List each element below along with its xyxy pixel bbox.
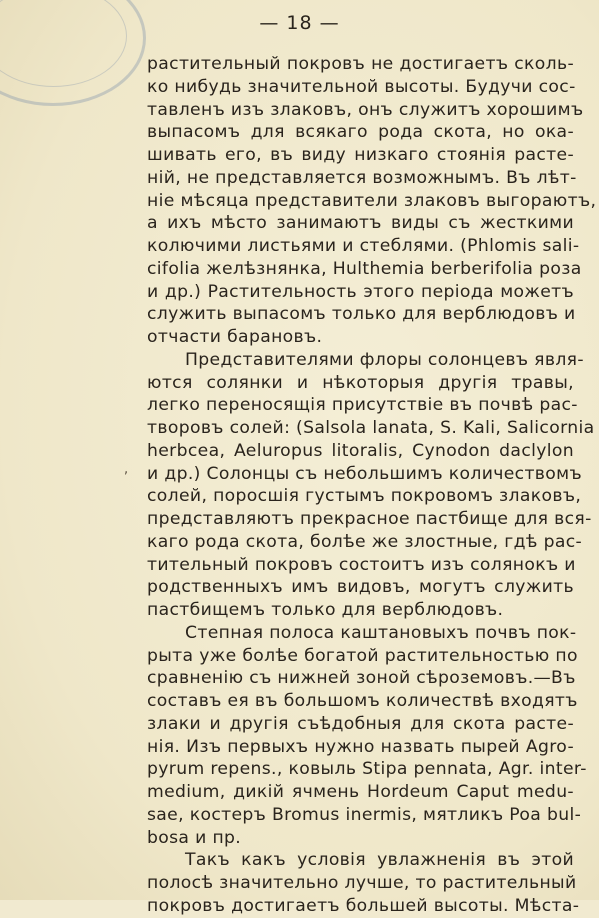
text-line: Такъ какъ условія увлажненія въ этой xyxy=(185,850,574,871)
text-line: сравненію съ нижней зоной сѣроземовъ.—Въ xyxy=(147,668,576,689)
text-line: ній, не представляется возможнымъ. Въ лѣт- xyxy=(147,167,577,188)
body-text xyxy=(147,53,597,918)
text-line: тавленъ изъ злаковъ, онъ служитъ хорошимъ xyxy=(147,99,584,120)
page-number: — 18 — xyxy=(259,12,340,34)
text-line: служить выпасомъ только для верблюдовъ и xyxy=(147,304,576,325)
text-line: родственныхъ имъ видовъ, могутъ служить xyxy=(147,577,574,598)
text-line: cifolia желѣзнянка, Hulthemia berberifolia роза xyxy=(147,258,582,279)
text-line: ніе мѣсяца представители злаковъ выгораютъ, xyxy=(147,190,597,211)
text-line: medium, дикій ячмень Hordeum Caput medu- xyxy=(147,782,574,802)
text-line: и др.) Растительность этого періода можетъ xyxy=(147,281,574,302)
text-line: нія. Изъ первыхъ нужно назвать пырей Agro- xyxy=(147,736,574,757)
text-line: отчасти барановъ. xyxy=(147,327,323,347)
margin-mark: , xyxy=(124,462,129,477)
text-line: творовъ солей: (Salsola lanata, S. Kali, Salicornia xyxy=(147,418,595,438)
text-line: покровъ достигаетъ большей высоты. Мѣста- xyxy=(147,895,580,916)
text-line: выпасомъ для всякаго рода скота, но ока- xyxy=(147,122,574,143)
text-line: тительный покровъ состоитъ изъ солянокъ и xyxy=(147,554,576,575)
paragraph xyxy=(147,622,587,850)
text-line: пастбищемъ только для верблюдовъ. xyxy=(147,600,504,620)
text-line: составъ ея въ большомъ количествѣ входятъ xyxy=(147,691,578,711)
text-line: злаки и другія съѣдобныя для скота расте- xyxy=(147,713,574,734)
text-line: солей, поросшія густымъ покровомъ злаковъ, xyxy=(147,486,582,507)
text-line: bosa и пр. xyxy=(147,827,242,848)
text-line: Степная полоса каштановыхъ почвъ пок- xyxy=(185,622,577,643)
text-line: а ихъ мѣсто занимаютъ виды съ жесткими xyxy=(147,213,574,234)
text-line: sae, костеръ Bromus inermis, мятликъ Poa bul- xyxy=(147,804,582,825)
text-line: и др.) Солонцы съ небольшимъ количествомъ xyxy=(147,463,582,484)
text-line: растительный покровъ не достигаетъ сколь- xyxy=(147,54,574,74)
text-line: шивать его, въ виду низкаго стоянія расте- xyxy=(147,145,574,165)
text-line: полосѣ значительно лучше, то растительный xyxy=(147,873,577,893)
text-line: ются солянки и нѣкоторыя другія травы, xyxy=(147,372,574,393)
paragraph xyxy=(147,349,595,622)
paragraph xyxy=(147,53,597,349)
text-line: каго рода скота, болѣе же злостные, гдѣ рас- xyxy=(147,531,583,552)
text-line: pyrum repens., ковыль Stipa pennata, Agr. inter- xyxy=(147,759,587,780)
text-line: herbcea, Aeluropus litoralis, Cynodon daclylon xyxy=(147,440,574,461)
text-line: колючими листьями и стеблями. (Phlomis sali- xyxy=(147,236,580,256)
text-line: ко нибудь значительной высоты. Будучи сос- xyxy=(147,76,576,97)
text-line: легко переносящія присутствіе въ почвѣ рас- xyxy=(147,395,578,416)
paragraph xyxy=(147,849,580,917)
text-line: представляютъ прекрасное пастбище для вся- xyxy=(147,509,592,529)
text-line: Представителями флоры солонцевъ явля- xyxy=(185,349,584,370)
text-line: рыта уже болѣе богатой растительностью по xyxy=(147,645,578,666)
